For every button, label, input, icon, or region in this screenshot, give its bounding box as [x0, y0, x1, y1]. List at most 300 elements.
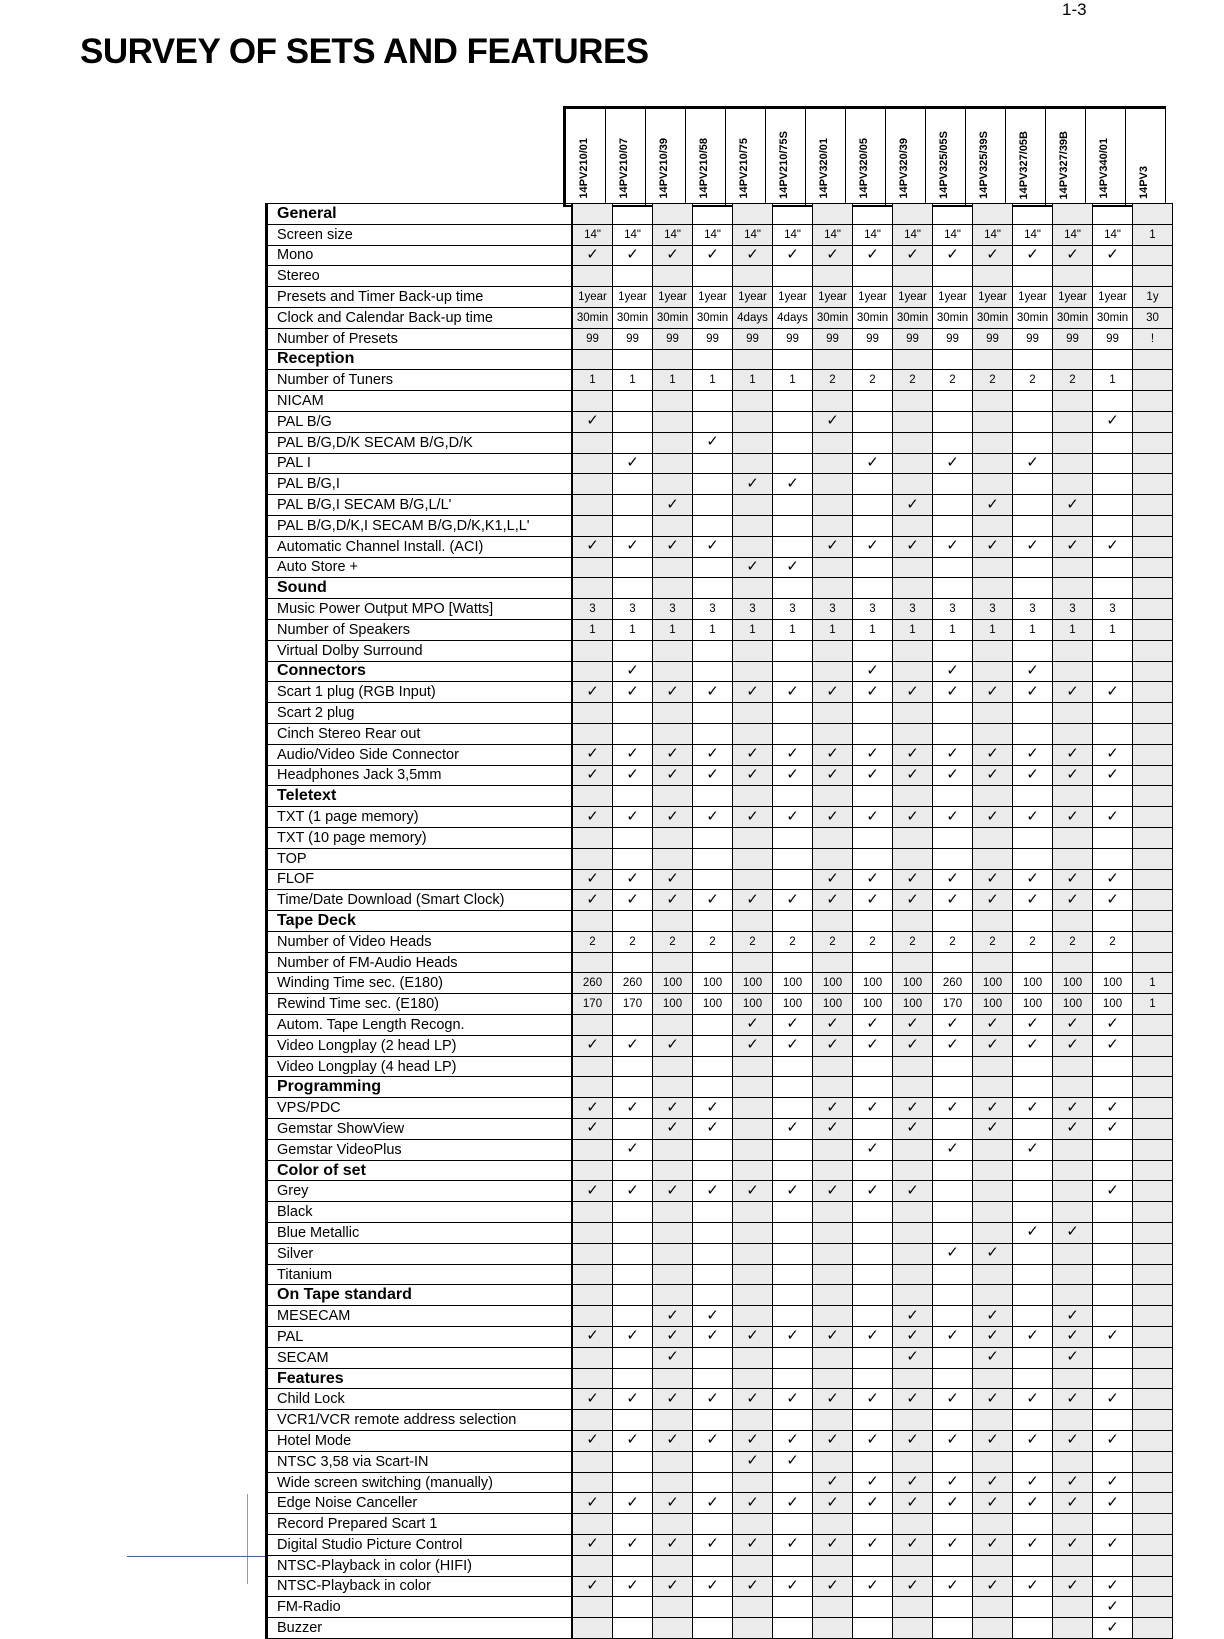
- check-icon: ✓: [866, 765, 879, 783]
- check-icon: ✓: [906, 1348, 919, 1366]
- feature-value: [1053, 1472, 1093, 1493]
- model-name: 14PV325/05S: [938, 131, 950, 199]
- feature-value: [853, 1347, 893, 1368]
- feature-value: 170: [572, 994, 613, 1015]
- feature-value: [572, 578, 613, 599]
- feature-value: [1133, 474, 1173, 495]
- feature-value: [1093, 786, 1133, 807]
- check-icon: ✓: [706, 1181, 719, 1199]
- section-row: [267, 1368, 1173, 1389]
- check-icon: ✓: [1066, 1473, 1079, 1490]
- feature-value: [1093, 1077, 1133, 1098]
- feature-value: [693, 495, 733, 516]
- check-icon: ✓: [826, 1473, 839, 1490]
- check-icon: ✓: [746, 1036, 759, 1054]
- feature-value: [693, 1389, 733, 1410]
- feature-value: 170: [933, 994, 973, 1015]
- feature-value: [733, 1119, 773, 1140]
- feature-value: [733, 661, 773, 682]
- check-icon: ✓: [706, 807, 719, 825]
- feature-value: [693, 1514, 733, 1535]
- feature-value: [773, 911, 813, 932]
- feature-value: [1093, 1368, 1133, 1389]
- check-icon: ✓: [986, 1535, 999, 1553]
- feature-value: [973, 1056, 1013, 1077]
- feature-value: [1053, 1015, 1093, 1036]
- feature-value: [693, 848, 733, 869]
- feature-value: 1: [1093, 370, 1133, 391]
- feature-row: [267, 682, 1173, 703]
- feature-value: 100: [693, 973, 733, 994]
- feature-value: [1053, 1139, 1093, 1160]
- feature-value: [572, 723, 613, 744]
- feature-value: [773, 661, 813, 682]
- feature-value: [973, 266, 1013, 287]
- feature-value: [1133, 1597, 1173, 1618]
- feature-value: [813, 495, 853, 516]
- feature-value: [853, 1618, 893, 1639]
- feature-value: [1093, 1618, 1133, 1639]
- feature-value: 100: [973, 973, 1013, 994]
- feature-value: [653, 474, 693, 495]
- feature-value: [813, 869, 853, 890]
- feature-value: [853, 1368, 893, 1389]
- feature-value: [773, 1618, 813, 1639]
- feature-value: 1year: [1053, 287, 1093, 308]
- feature-value: [1053, 661, 1093, 682]
- feature-value: [1133, 266, 1173, 287]
- feature-value: [813, 536, 853, 557]
- feature-value: [1013, 1119, 1053, 1140]
- check-icon: ✓: [906, 245, 919, 263]
- feature-value: [773, 786, 813, 807]
- check-icon: ✓: [986, 1348, 999, 1366]
- feature-value: [853, 204, 893, 225]
- feature-value: [893, 1035, 933, 1056]
- feature-value: [653, 765, 693, 786]
- feature-value: [1093, 204, 1133, 225]
- feature-value: 3: [693, 599, 733, 620]
- feature-value: [853, 474, 893, 495]
- feature-value: 14": [933, 224, 973, 245]
- feature-value: [733, 640, 773, 661]
- feature-value: [693, 1015, 733, 1036]
- feature-value: [653, 1514, 693, 1535]
- feature-value: 1y: [1133, 287, 1173, 308]
- feature-value: [853, 827, 893, 848]
- feature-value: [813, 952, 853, 973]
- feature-value: [1053, 869, 1093, 890]
- check-icon: ✓: [626, 1036, 639, 1054]
- feature-value: [893, 1285, 933, 1306]
- feature-value: [1053, 1576, 1093, 1597]
- feature-value: [933, 1555, 973, 1576]
- feature-value: [933, 1139, 973, 1160]
- feature-value: [572, 1035, 613, 1056]
- feature-value: [893, 723, 933, 744]
- feature-value: [973, 1555, 1013, 1576]
- feature-value: [773, 1514, 813, 1535]
- check-icon: ✓: [1106, 537, 1119, 555]
- check-icon: ✓: [826, 1576, 839, 1594]
- feature-value: [693, 1327, 733, 1348]
- check-icon: ✓: [906, 1098, 919, 1116]
- check-icon: ✓: [586, 869, 599, 887]
- feature-value: [613, 827, 653, 848]
- feature-value: [893, 1410, 933, 1431]
- feature-value: [893, 827, 933, 848]
- feature-value: [653, 1472, 693, 1493]
- feature-value: [1013, 1264, 1053, 1285]
- feature-value: [572, 1347, 613, 1368]
- feature-value: [1093, 1181, 1133, 1202]
- check-icon: ✓: [946, 1473, 959, 1490]
- section-heading: Connectors: [267, 661, 573, 682]
- feature-value: [1133, 869, 1173, 890]
- feature-value: [1013, 640, 1053, 661]
- feature-value: [813, 1181, 853, 1202]
- feature-value: 3: [613, 599, 653, 620]
- feature-value: [813, 703, 853, 724]
- feature-value: [933, 1285, 973, 1306]
- feature-value: [973, 1576, 1013, 1597]
- feature-value: [733, 786, 773, 807]
- feature-value: 3: [733, 599, 773, 620]
- feature-value: [613, 1243, 653, 1264]
- feature-label: Buzzer: [267, 1618, 573, 1639]
- feature-value: [693, 474, 733, 495]
- feature-value: [1093, 1451, 1133, 1472]
- check-icon: ✓: [1106, 869, 1119, 887]
- feature-value: [1093, 1347, 1133, 1368]
- check-icon: ✓: [1106, 1618, 1119, 1636]
- feature-value: [893, 890, 933, 911]
- check-icon: ✓: [1106, 1493, 1119, 1511]
- feature-value: 1: [773, 619, 813, 640]
- feature-label: Clock and Calendar Back-up time: [267, 307, 573, 328]
- check-icon: ✓: [986, 1306, 999, 1324]
- section-heading: Tape Deck: [267, 911, 573, 932]
- feature-value: [973, 848, 1013, 869]
- feature-value: [1053, 952, 1093, 973]
- feature-value: [853, 744, 893, 765]
- feature-value: 2: [853, 370, 893, 391]
- feature-value: [1133, 1098, 1173, 1119]
- model-header: [806, 109, 846, 205]
- feature-label: PAL B/G,I: [267, 474, 573, 495]
- feature-label: Number of Video Heads: [267, 931, 573, 952]
- feature-value: [613, 1410, 653, 1431]
- check-icon: ✓: [586, 807, 599, 825]
- feature-value: 2: [973, 370, 1013, 391]
- feature-value: [653, 411, 693, 432]
- feature-value: [1133, 1368, 1173, 1389]
- feature-value: [613, 703, 653, 724]
- feature-value: [1013, 1285, 1053, 1306]
- feature-value: [853, 1181, 893, 1202]
- feature-value: [693, 1555, 733, 1576]
- feature-value: [853, 411, 893, 432]
- feature-value: [1133, 536, 1173, 557]
- feature-value: [973, 1306, 1013, 1327]
- feature-value: [773, 890, 813, 911]
- feature-value: [733, 807, 773, 828]
- feature-value: [893, 952, 933, 973]
- check-icon: ✓: [986, 765, 999, 783]
- check-icon: ✓: [786, 245, 799, 263]
- check-icon: ✓: [666, 1306, 679, 1324]
- feature-value: [853, 807, 893, 828]
- feature-value: [1093, 869, 1133, 890]
- feature-value: [773, 848, 813, 869]
- check-icon: ✓: [946, 869, 959, 887]
- feature-value: [1013, 266, 1053, 287]
- feature-value: [1053, 1451, 1093, 1472]
- feature-value: [933, 1493, 973, 1514]
- check-icon: ✓: [986, 245, 999, 263]
- feature-value: [1133, 1451, 1173, 1472]
- feature-row: [267, 994, 1173, 1015]
- feature-value: [733, 744, 773, 765]
- check-icon: ✓: [826, 682, 839, 700]
- feature-value: [933, 245, 973, 266]
- feature-value: [853, 266, 893, 287]
- feature-value: 2: [572, 931, 613, 952]
- feature-value: [813, 453, 853, 474]
- feature-label: Mono: [267, 245, 573, 266]
- feature-value: 1year: [653, 287, 693, 308]
- feature-value: [893, 703, 933, 724]
- check-icon: ✓: [1026, 453, 1039, 471]
- feature-value: [773, 453, 813, 474]
- check-icon: ✓: [1066, 1493, 1079, 1511]
- feature-label: FLOF: [267, 869, 573, 890]
- feature-value: [853, 1202, 893, 1223]
- check-icon: ✓: [826, 412, 839, 430]
- feature-value: [813, 661, 853, 682]
- margin-rule: [247, 1494, 248, 1584]
- feature-value: [853, 1035, 893, 1056]
- check-icon: ✓: [866, 1431, 879, 1449]
- feature-value: 99: [853, 328, 893, 349]
- feature-value: 100: [973, 994, 1013, 1015]
- check-icon: ✓: [746, 1452, 759, 1470]
- feature-value: [773, 1223, 813, 1244]
- feature-value: [853, 1015, 893, 1036]
- feature-value: [733, 1431, 773, 1452]
- check-icon: ✓: [666, 745, 679, 763]
- feature-value: 1: [613, 619, 653, 640]
- check-icon: ✓: [986, 1493, 999, 1511]
- check-icon: ✓: [1106, 1036, 1119, 1054]
- feature-value: [933, 827, 973, 848]
- feature-value: 1year: [1013, 287, 1053, 308]
- feature-value: [693, 204, 733, 225]
- check-icon: ✓: [666, 1576, 679, 1594]
- check-icon: ✓: [706, 245, 719, 263]
- check-icon: ✓: [906, 1431, 919, 1449]
- feature-value: [773, 1056, 813, 1077]
- check-icon: ✓: [946, 807, 959, 825]
- feature-value: [853, 453, 893, 474]
- feature-value: [733, 1202, 773, 1223]
- feature-value: [893, 204, 933, 225]
- feature-value: 2: [1093, 931, 1133, 952]
- feature-value: [572, 245, 613, 266]
- feature-value: [973, 453, 1013, 474]
- feature-value: [1093, 1139, 1133, 1160]
- feature-value: [813, 1451, 853, 1472]
- feature-value: [1093, 1514, 1133, 1535]
- feature-value: [1013, 349, 1053, 370]
- check-icon: ✓: [1106, 1098, 1119, 1116]
- feature-value: [1053, 1389, 1093, 1410]
- feature-value: [1133, 931, 1173, 952]
- feature-value: [1053, 1597, 1093, 1618]
- check-icon: ✓: [786, 765, 799, 783]
- check-icon: ✓: [706, 537, 719, 555]
- feature-value: 2: [693, 931, 733, 952]
- feature-value: [1093, 640, 1133, 661]
- check-icon: ✓: [826, 1181, 839, 1199]
- check-icon: ✓: [986, 869, 999, 887]
- check-icon: ✓: [666, 245, 679, 263]
- feature-value: 100: [773, 973, 813, 994]
- feature-value: [1133, 1514, 1173, 1535]
- feature-value: 14": [813, 224, 853, 245]
- feature-value: 260: [572, 973, 613, 994]
- feature-value: [572, 536, 613, 557]
- feature-value: [733, 578, 773, 599]
- feature-value: [933, 765, 973, 786]
- feature-value: [653, 432, 693, 453]
- feature-value: [973, 911, 1013, 932]
- check-icon: ✓: [826, 745, 839, 763]
- feature-value: 1: [1053, 619, 1093, 640]
- model-name: 14PV327/39B: [1058, 130, 1070, 199]
- feature-value: [853, 1389, 893, 1410]
- check-icon: ✓: [786, 1576, 799, 1594]
- check-icon: ✓: [1026, 807, 1039, 825]
- feature-value: [893, 786, 933, 807]
- feature-value: 1year: [1093, 287, 1133, 308]
- feature-value: [893, 495, 933, 516]
- feature-value: [572, 474, 613, 495]
- feature-value: [572, 266, 613, 287]
- feature-value: [572, 1327, 613, 1348]
- feature-value: [973, 1347, 1013, 1368]
- check-icon: ✓: [706, 1576, 719, 1594]
- check-icon: ✓: [1106, 1535, 1119, 1553]
- feature-value: [813, 682, 853, 703]
- feature-value: [853, 1264, 893, 1285]
- check-icon: ✓: [746, 1431, 759, 1449]
- feature-value: 4days: [773, 307, 813, 328]
- check-icon: ✓: [866, 1389, 879, 1407]
- feature-value: 100: [1013, 994, 1053, 1015]
- feature-value: [1013, 1535, 1053, 1556]
- feature-value: [1013, 848, 1053, 869]
- check-icon: ✓: [906, 807, 919, 825]
- feature-label: Number of FM-Audio Heads: [267, 952, 573, 973]
- feature-value: [693, 703, 733, 724]
- feature-value: [613, 1327, 653, 1348]
- feature-value: [1013, 1431, 1053, 1452]
- feature-value: [773, 1035, 813, 1056]
- feature-value: [1093, 453, 1133, 474]
- check-icon: ✓: [866, 1327, 879, 1345]
- check-icon: ✓: [746, 682, 759, 700]
- feature-row: [267, 328, 1173, 349]
- feature-value: 100: [813, 973, 853, 994]
- check-icon: ✓: [1106, 682, 1119, 700]
- feature-value: [773, 578, 813, 599]
- feature-value: [893, 682, 933, 703]
- feature-value: [1133, 703, 1173, 724]
- feature-value: [613, 1098, 653, 1119]
- feature-value: [853, 1472, 893, 1493]
- check-icon: ✓: [1066, 495, 1079, 513]
- check-icon: ✓: [1026, 1036, 1039, 1054]
- feature-value: 3: [893, 599, 933, 620]
- feature-value: 14": [1093, 224, 1133, 245]
- feature-value: 2: [893, 370, 933, 391]
- feature-value: [1053, 578, 1093, 599]
- check-icon: ✓: [866, 1473, 879, 1490]
- check-icon: ✓: [946, 890, 959, 908]
- feature-value: [973, 432, 1013, 453]
- feature-value: 99: [653, 328, 693, 349]
- check-icon: ✓: [866, 869, 879, 887]
- feature-value: [693, 911, 733, 932]
- feature-value: [893, 453, 933, 474]
- feature-value: [693, 1202, 733, 1223]
- check-icon: ✓: [906, 682, 919, 700]
- feature-value: [893, 1514, 933, 1535]
- check-icon: ✓: [906, 765, 919, 783]
- feature-value: 1: [773, 370, 813, 391]
- feature-value: [572, 869, 613, 890]
- feature-value: [853, 1597, 893, 1618]
- check-icon: ✓: [1066, 1576, 1079, 1594]
- feature-value: [773, 266, 813, 287]
- feature-value: [933, 869, 973, 890]
- feature-value: [572, 453, 613, 474]
- feature-value: [853, 1493, 893, 1514]
- check-icon: ✓: [626, 682, 639, 700]
- feature-value: [853, 786, 893, 807]
- feature-value: [572, 1451, 613, 1472]
- feature-value: [1053, 1119, 1093, 1140]
- check-icon: ✓: [986, 1389, 999, 1407]
- feature-value: [572, 204, 613, 225]
- check-icon: ✓: [906, 1181, 919, 1199]
- check-icon: ✓: [1106, 1597, 1119, 1615]
- check-icon: ✓: [986, 1576, 999, 1594]
- check-icon: ✓: [786, 1015, 799, 1033]
- feature-value: [893, 869, 933, 890]
- feature-value: [1093, 1472, 1133, 1493]
- feature-value: [893, 1368, 933, 1389]
- feature-value: [653, 1077, 693, 1098]
- feature-value: [1133, 1264, 1173, 1285]
- feature-value: [893, 1535, 933, 1556]
- check-icon: ✓: [586, 682, 599, 700]
- feature-value: [1013, 1576, 1053, 1597]
- feature-value: [773, 1181, 813, 1202]
- feature-value: 2: [813, 931, 853, 952]
- feature-value: [653, 1139, 693, 1160]
